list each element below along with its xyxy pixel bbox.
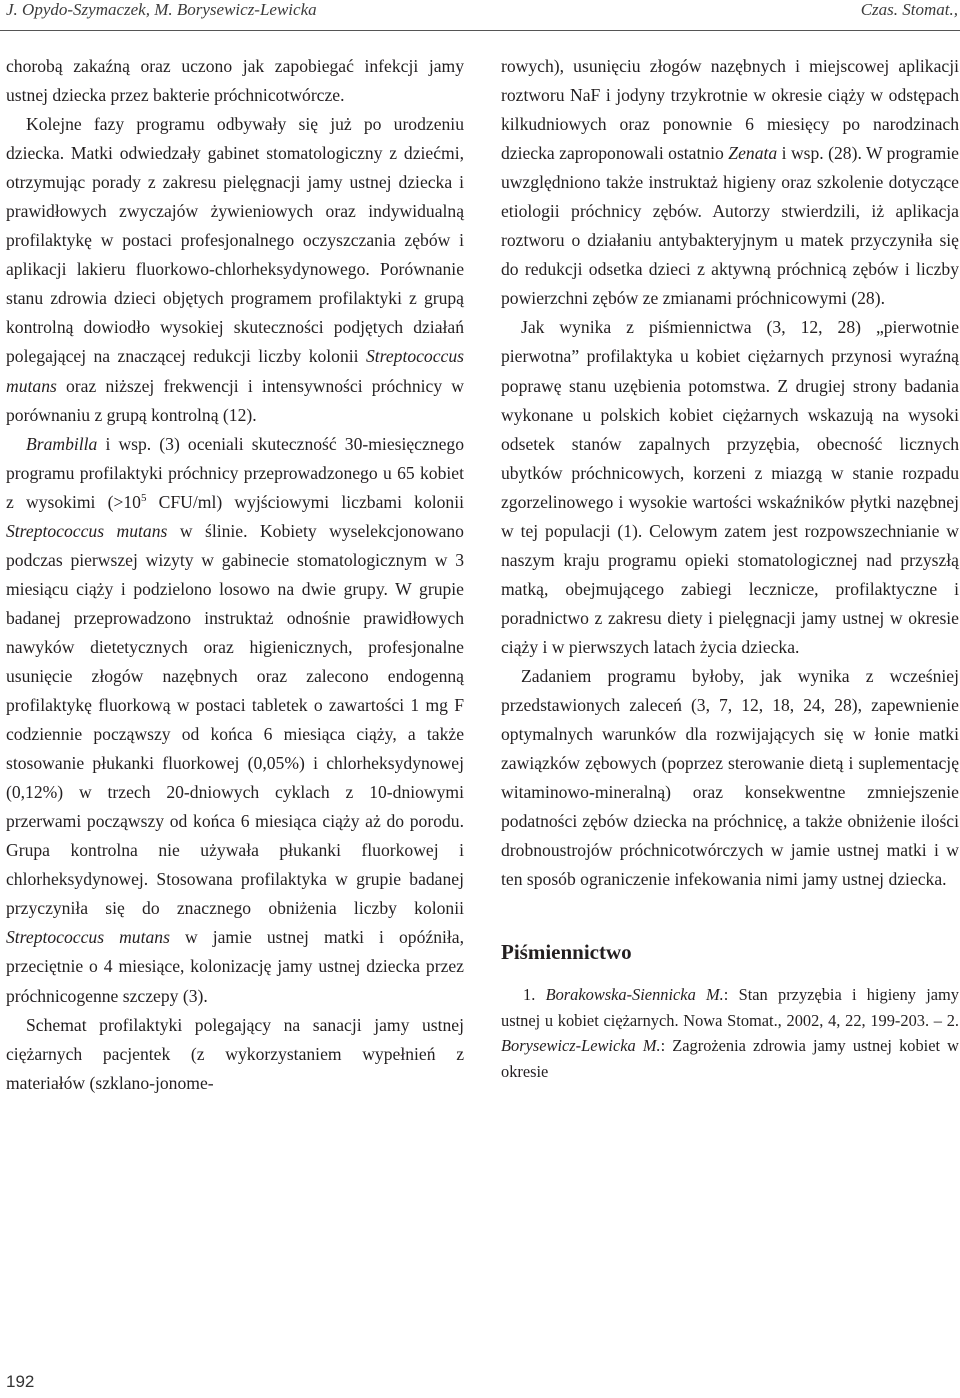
species-name: Streptococcus mutans: [6, 346, 464, 396]
page-number: 192: [6, 1372, 35, 1391]
header-journal: Czas. Stomat.,: [860, 0, 958, 19]
running-header: [6, 0, 958, 28]
paragraph-right-1: [501, 52, 959, 313]
reference-text: : Stan przyzębia i higieny jamy ustnej u kobiet ciężarnych. Nowa Stomat., 2002, 4, 22, 199-203. – 2.: [501, 985, 960, 1030]
right-column: [501, 52, 959, 1084]
reference-author: Borakowska-Siennicka M.: [545, 985, 724, 1005]
reference-text: : Zagrożenia zdrowia jamy ustnej kobiet w okresie: [501, 1036, 959, 1081]
author-name: Zenata: [728, 143, 778, 164]
header-authors: J. Opydo-Szymaczek, M. Borysewicz-Lewicka: [6, 0, 317, 19]
text: i wsp. (28). W programie uwzględniono także instruktaż higieny oraz szkolenie dotyczące etiologii próchnicy zębów. Autorzy stwierdzili, iż aplikacja roztworu o działaniu antybakteryjnym u matek przyczyniła się do redukcji odsetka dzieci z aktywną próchnicą zębów i liczby powierzchni zębów ze zmianami próchnicowymi (28).: [501, 143, 959, 309]
species-name: Streptococcus mutans: [6, 927, 170, 948]
references-heading: Piśmiennictwo: [501, 940, 632, 965]
text: Kolejne fazy programu odbywały się już po urodzeniu dziecka. Matki odwiedzały gabinet stomatologiczny z dziećmi, otrzymując porady z zakresu pielęgnacji jamy ustnej dziecka i prawidłowych zwyczajów żywieniowych oraz indywidualną profilaktykę w postaci profesjonalnego oczyszczania zębów i aplikacji lakieru fluorkowo-chlorheksydynowego. Porównanie stanu zdrowia dzieci objętych programem profilaktyki z grupą kontrolną dowiodło wysokiej skuteczności podjętych działań polegającej na znaczącej redukcji liczby kolonii: [6, 114, 464, 367]
references-list: [501, 982, 959, 1084]
text: oraz niższej frekwencji i intensywności próchnicy w porównaniu z grupą kontrolną (12).: [6, 375, 464, 425]
paragraph-right-2: Jak wynika z piśmiennictwa (3, 12, 28) „pierwotnie pierwotna” profilaktyka u kobiet ciężarnych przynosi wyraźną poprawę stanu uzębienia potomstwa. Z drugiej strony badania wykonane u polskich kobiet ciężarnych wskazują na wysoki odsetek stanów zapalnych przyzębia, obecność licznych ubytków próchnicowych, korzeni z miazgą w stanie rozpadu zgorzelinowego i wysokie wartości wskaźników płytki nazębnej w tej populacji (1). Celowym zatem jest rozpowszechnianie w naszym kraju programu opieki stomatologicznej nad przyszłą matką, obejmującego zabiegi lecznicze, profilaktyczne i poradnictwo z zakresu diety i pielęgnacji jamy ustnej w okresie ciąży i w pierwszych latach życia dziecka.: [501, 317, 959, 657]
paragraph-left-4: Schemat profilaktyki polegający na sanacji jamy ustnej ciężarnych pacjentek (z wykorzystaniem wypełnień z materiałów (szklano-jonome-: [6, 1014, 464, 1093]
header-rule: [0, 30, 960, 31]
text: w jamie ustnej matki i opóźniła, przeciętnie o 4 miesiące, kolonizację jamy ustnej dziecka przez próchnicogenne szczepy (3).: [6, 927, 464, 1006]
left-column: [6, 52, 464, 1098]
paragraph-left-2: [6, 110, 464, 430]
reference-number: 1.: [523, 985, 546, 1005]
text: i wsp. (3) oceniali skuteczność 30-miesięcznego programu profilaktyki próchnicy przeprowadzonego u 65 kobiet z wysokimi (>10: [6, 433, 464, 512]
text: w ślinie. Kobiety wyselekcjonowano podczas pierwszej wizyty w gabinecie stomatologicznym w 3 miesiącu ciąży i podzielono losowo na dwie grupy. W grupie badanej przeprowadzono instruktaż odnośnie prawidłowych nawyków dietetycznych oraz higienicznych, profesjonalne usunięcie złogów nazębnych oraz zalecono endogenną profilaktykę fluorkową w postaci tabletek o zawartości 1 mg F codziennie począwszy od końca 6 miesiąca ciąży, a także stosowanie płukanki fluorkowej (0,05%) i chlorheksydynowej (0,12%) w trzech 20-dniowych cyklach z 10-dniowymi przerwami począwszy od końca 6 miesiąca ciąży aż do porodu. Grupa kontrolna nie używała płukanki fluorkowej i chlorheksydynowej. Stosowana profilaktyka w grupie badanej przyczyniła się do znacznego obniżenia liczby kolonii: [6, 520, 464, 919]
paragraph-left-3: [6, 430, 464, 1011]
species-name: Streptococcus mutans: [6, 520, 168, 541]
author-name: Brambilla: [26, 433, 98, 454]
text: rowych), usunięciu złogów nazębnych i miejscowej aplikacji roztworu NaF i jodyny trzykrotnie w okresie ciąży w odstępach kilkudniowych oraz ponownie 6 miesięcy po narodzinach dziecka zaproponowali ostatnio: [501, 56, 959, 164]
text: CFU/ml) wyjściowymi liczbami kolonii: [146, 491, 464, 512]
reference-author: Borysewicz-Lewicka M.: [501, 1036, 661, 1056]
exponent: 5: [140, 491, 147, 504]
paragraph-right-3: Zadaniem programu byłoby, jak wynika z wcześniej przedstawionych zaleceń (3, 7, 12, 18, 24, 28), zapewnienie optymalnych warunków dla rozwijających się w łonie matki zawiązków zębowych (poprzez sterowanie dietą i suplementację witaminowo-mineralną) oraz konsekwentne zmniejszenie podatności zębów dziecka na próchnicę, a także obniżenie ilości drobnoustrojów próchnicotwórczych w jamie ustnej matki i w ten sposób ograniczenie infekowania nimi jamy ustnej dziecka.: [501, 665, 959, 890]
paragraph-left-1: chorobą zakaźną oraz uczono jak zapobiegać infekcji jamy ustnej dziecka przez bakterie próchnicotwórcze.: [6, 56, 464, 106]
